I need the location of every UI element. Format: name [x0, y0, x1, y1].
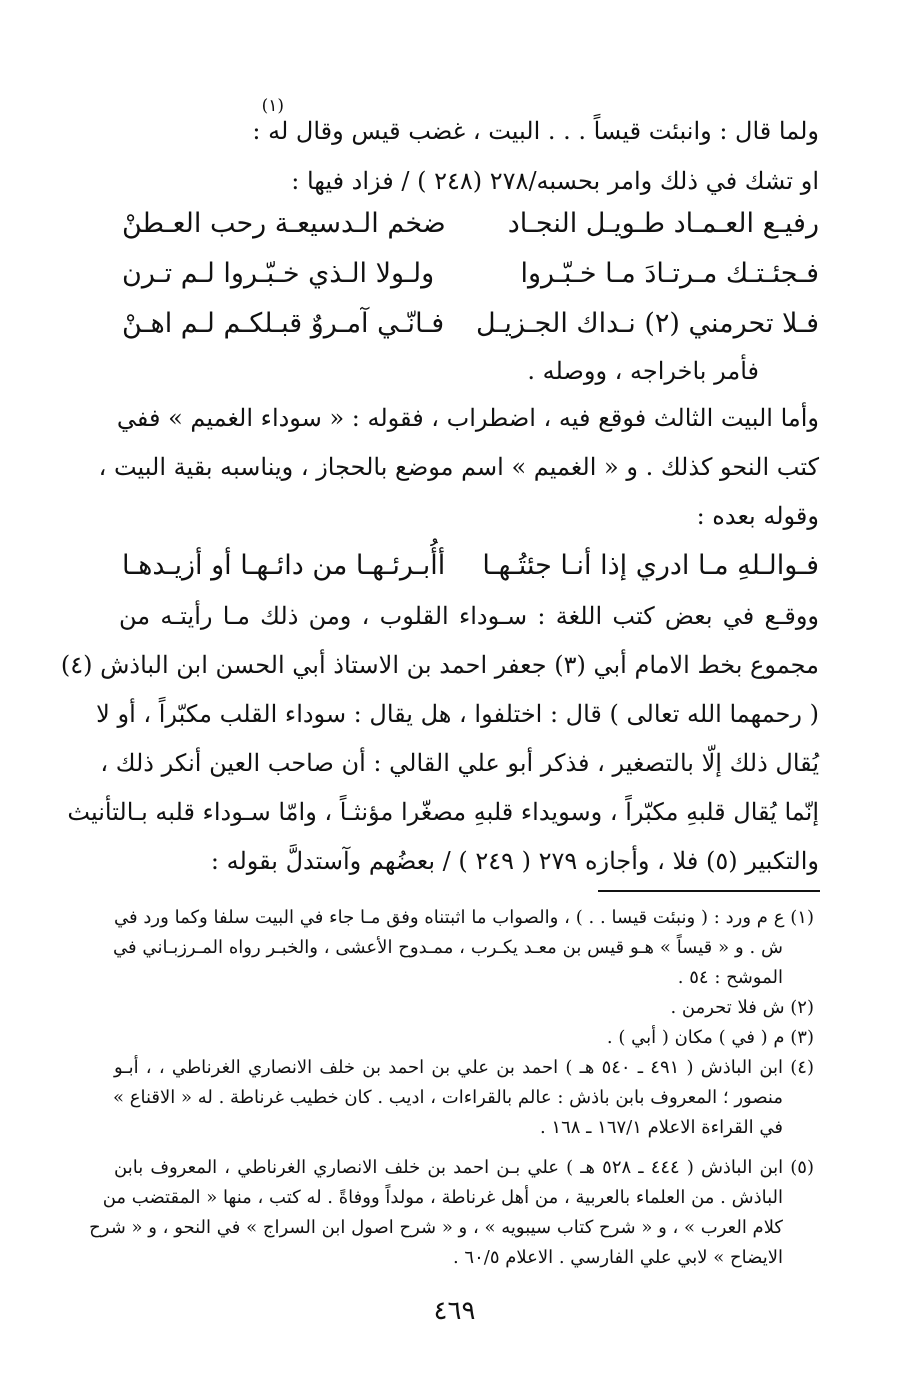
footnote-marker-1: (١) — [261, 96, 284, 116]
body-line-9: ( رحمهما الله تعالى ) قال : اختلفوا ، هل يقال : سوداء القلب مكبّراً ، أو لا — [96, 700, 819, 728]
footnote-4-line-3: في القراءة الاعلام ١٦٧/١ ـ ١٦٨ . — [539, 1117, 783, 1138]
verse-1-second-hemistich: ضخم الـدسيعـة رحب العـطنْ — [122, 208, 446, 239]
body-line-8: مجموع بخط الامام أبي (٣) جعفر احمد بن الاستاذ أبي الحسن ابن الباذش (٤) — [60, 651, 819, 679]
verse-3-first-hemistich: فـلا تحرمني (٢) نـداك الجـزيـل — [476, 308, 819, 339]
verse-3-second-hemistich: فـانّـي آمـروٌ قبـلكـم لـم اهـنْ — [122, 308, 445, 339]
body-line-10: يُقال ذلك إلّا بالتصغير ، فذكر أبو علي القالي : أن صاحب العين أنكر ذلك ، — [100, 749, 819, 777]
footnote-divider — [598, 890, 820, 892]
body-line-3: فأمر باخراجه ، ووصله . — [527, 357, 759, 385]
footnote-3: (٣) م ( في ) مكان ( أبي ) . — [606, 1027, 814, 1048]
body-line-4: وأما البيت الثالث فوقع فيه ، اضطراب ، فقوله : « سوداء الغميم » ففي — [116, 404, 819, 432]
footnote-4-line-2: منصور ؛ المعروف بابن باذش : عالم بالقراءات ، اديب . كان خطيب غرناطة . له « الاقناع » — [113, 1087, 783, 1108]
body-line-1: ولما قال : وانبئت قيساً . . . البيت ، غضب قيس وقال له : — [252, 117, 819, 145]
footnote-1-line-1: (١) ع م ورد : ( ونبئت قيسا . . ) ، والصواب ما اثبتناه وفق مـا جاء في البيت سلفا وكما ورد في — [114, 907, 814, 928]
footnote-1-line-2: ش . و « قيساً » هـو قيس بن معـد يكـرب ، ممـدوح الأعشى ، والخبـر رواه المـرزبـاني في — [113, 937, 783, 958]
verse-1-first-hemistich: رفيـع العـمـاد طـويـل النجـاد — [507, 208, 819, 239]
verse-2-first-hemistich: فـجئـتـك مـرتـادَ مـا خـبّـروا — [520, 258, 819, 289]
footnote-5-line-1: (٥) ابن الباذش ( ٤٤٤ ـ ٥٢٨ هـ ) علي بـن احمد بن خلف الانصاري الغرناطي ، المعروف بابن — [114, 1157, 814, 1178]
footnote-4-line-1: (٤) ابن الباذش ( ٤٩١ ـ ٥٤٠ هـ ) احمد بن علي بن احمد بن خلف الانصاري الغرناطي ، ، أبـو — [114, 1057, 814, 1078]
body-line-11: إنّما يُقال قلبهِ مكبّراً ، وسويداء قلبهِ مصغّرا مؤنثـاً ، وامّا سـوداء قلبه بـالتأنيث — [67, 798, 819, 826]
body-line-6: وقوله بعده : — [696, 502, 819, 530]
footnote-1-line-3: الموشح : ٥٤ . — [677, 967, 783, 988]
verse-4-second-hemistich: أأُبـرئـهـا من دائـهـا أو أزيـدهـا — [122, 550, 446, 581]
verse-2-second-hemistich: ولـولا الـذي خـبّـروا لـم تـرن — [122, 258, 435, 289]
verse-4-first-hemistich: فـوالـلهِ مـا ادري إذا أنـا جئتُـهـا — [482, 550, 819, 581]
body-line-5: كتب النحو كذلك . و « الغميم » اسم موضع بالحجاز ، ويناسبه بقية البيت ، — [98, 453, 819, 481]
footnote-5-line-2: الباذش . من العلماء بالعربية ، من أهل غرناطة ، مولداً ووفاةً . له كتب ، منها « المقتضب من — [102, 1187, 783, 1208]
footnote-2: (٢) ش فلا تحرمن . — [670, 997, 814, 1018]
body-line-7: ووقـع في بعض كتب اللغة : سـوداء القلوب ، ومن ذلك مـا رأيتـه من — [119, 602, 819, 630]
body-line-12: والتكبير (٥) فلا ، وأجازه ٢٧٩ ( ٢٤٩ ) / بعضُهم وآستدلَّ بقوله : — [210, 847, 819, 875]
footnote-5-line-3: كلام العرب » ، و « شرح كتاب سيبويه » ، و « شرح اصول ابن السراج » في النحو ، و « شرح — [89, 1217, 783, 1238]
page-number: ٤٦٩ — [433, 1296, 476, 1326]
body-line-2: او تشك في ذلك وامر بحسبه/٢٧٨ (٢٤٨ ) / فزاد فيها : — [291, 167, 819, 195]
footnote-5-line-4: الايضاح » لابي علي الفارسي . الاعلام ٦٠/٥ . — [452, 1247, 783, 1268]
